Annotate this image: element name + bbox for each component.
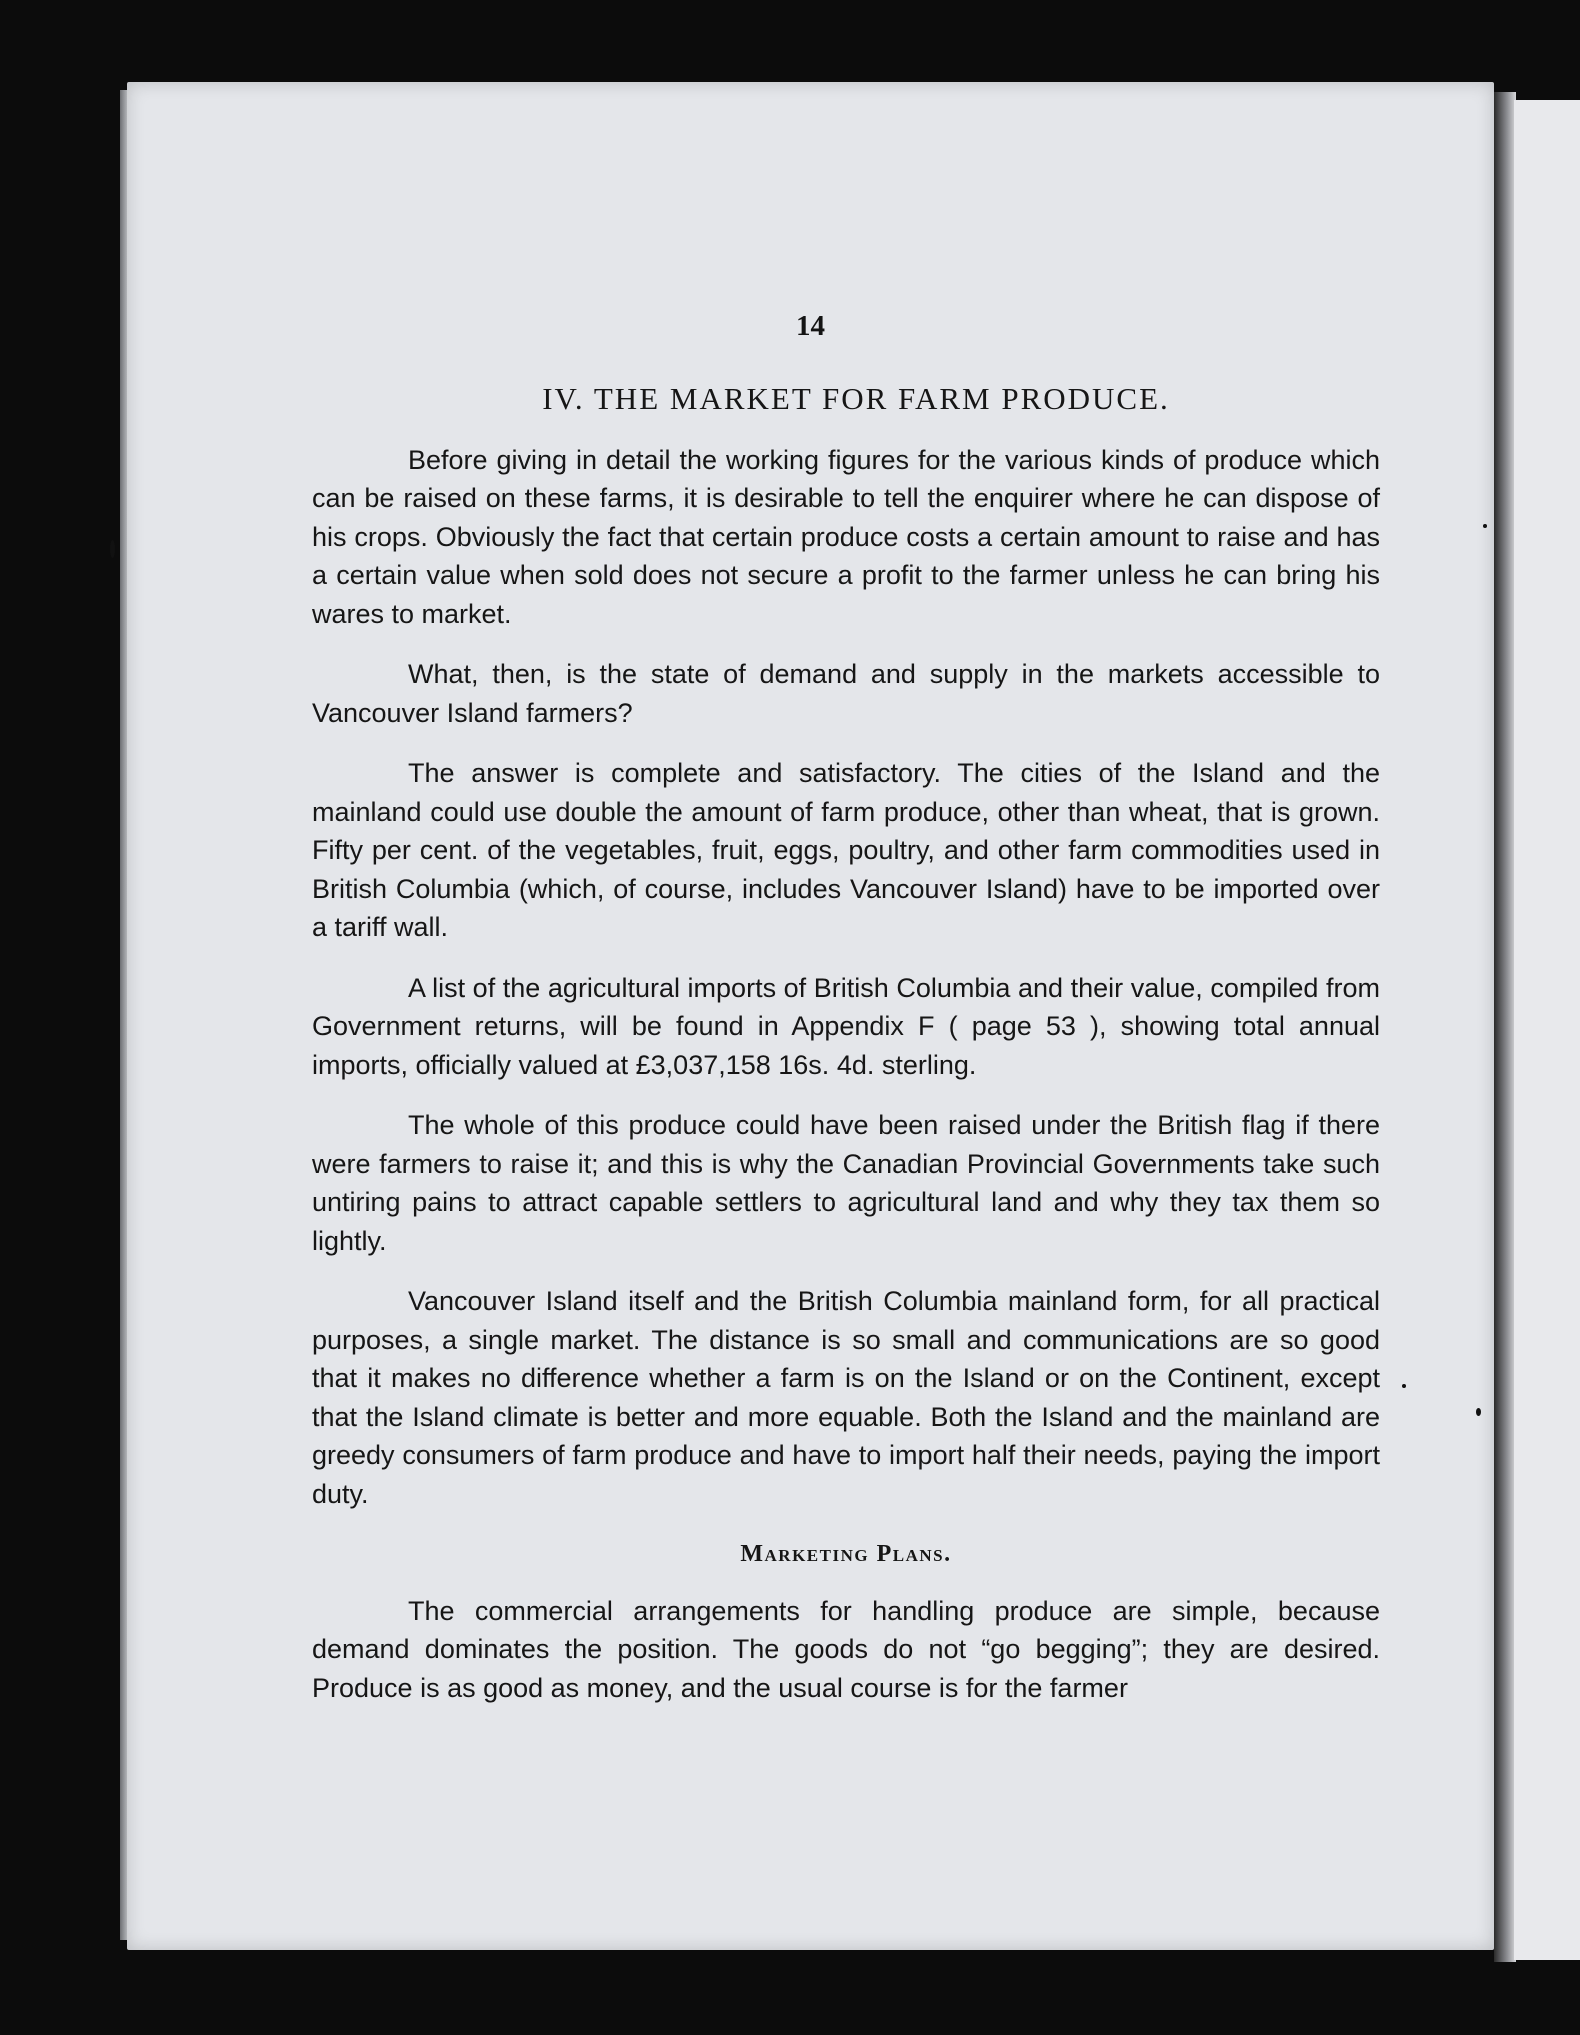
facing-page-edge — [1514, 100, 1580, 1960]
paragraph: Vancouver Island itself and the British Columbia mainland form, for all practical purposes, a single market. The distance is so small and communications are so good that it makes no difference whether a farm is on the Island or on the Continent, except that the Island climate is better and more equable. Both the Island and the mainland are greedy consumers of farm produce and have to import half their needs, paying the import duty. — [312, 1286, 1380, 1509]
paragraph: What, then, is the state of demand and supply in the markets accessible to Vancouver Island farmers? — [312, 659, 1380, 728]
paragraph: Before giving in detail the working figures for the various kinds of produce which can be raised on these farms, it is desirable to tell the enquirer where he can dispose of his crops. Obviously the fact that certain produce costs a certain amount to raise and has a certain value when sold does not secure a profit to the farmer unless he can bring his wares to market. — [312, 444, 1380, 629]
paragraph: A list of the agricultural imports of British Columbia and their value, compiled from Government returns, will be found in Appendix F ( page 53 ), showing total annual imports, officially valued at £3,037,158 16s. 4d. sterling. — [312, 972, 1380, 1080]
paragraph: The commercial arrangements for handling produce are simple, because demand dominates the position. The goods do not “go begging”; they are desired. Produce is as good as money, and the usual course is for the farmer — [312, 1595, 1380, 1703]
section-heading: Marketing Plans. — [740, 1541, 952, 1567]
scan-speck — [1483, 524, 1487, 528]
scan-speck — [1476, 1408, 1481, 1416]
chapter-title: IV. THE MARKET FOR FARM PRODUCE. — [542, 381, 1170, 416]
paragraph: The answer is complete and satisfactory. The cities of the Island and the mainland could use double the amount of farm produce, other than wheat, that is grown. Fifty per cent. of the vegetables, fruit, eggs, poultry, and other farm commodities used in British Columbia (which, of course, includes Vancouver Island) have to be imported over a tariff wall. — [312, 758, 1380, 942]
page-gutter-shadow — [1494, 92, 1516, 1962]
paragraph: The whole of this produce could have been raised under the British flag if there were farmers to raise it; and this is why the Canadian Provincial Governments take such untiring pains to attract capable settlers to agricultural land and why they tax them so lightly. — [312, 1110, 1380, 1256]
scan-speck — [110, 540, 115, 558]
page-body — [312, 380, 1380, 1729]
page-number: 14 — [796, 310, 825, 342]
scan-speck — [1402, 1384, 1406, 1388]
